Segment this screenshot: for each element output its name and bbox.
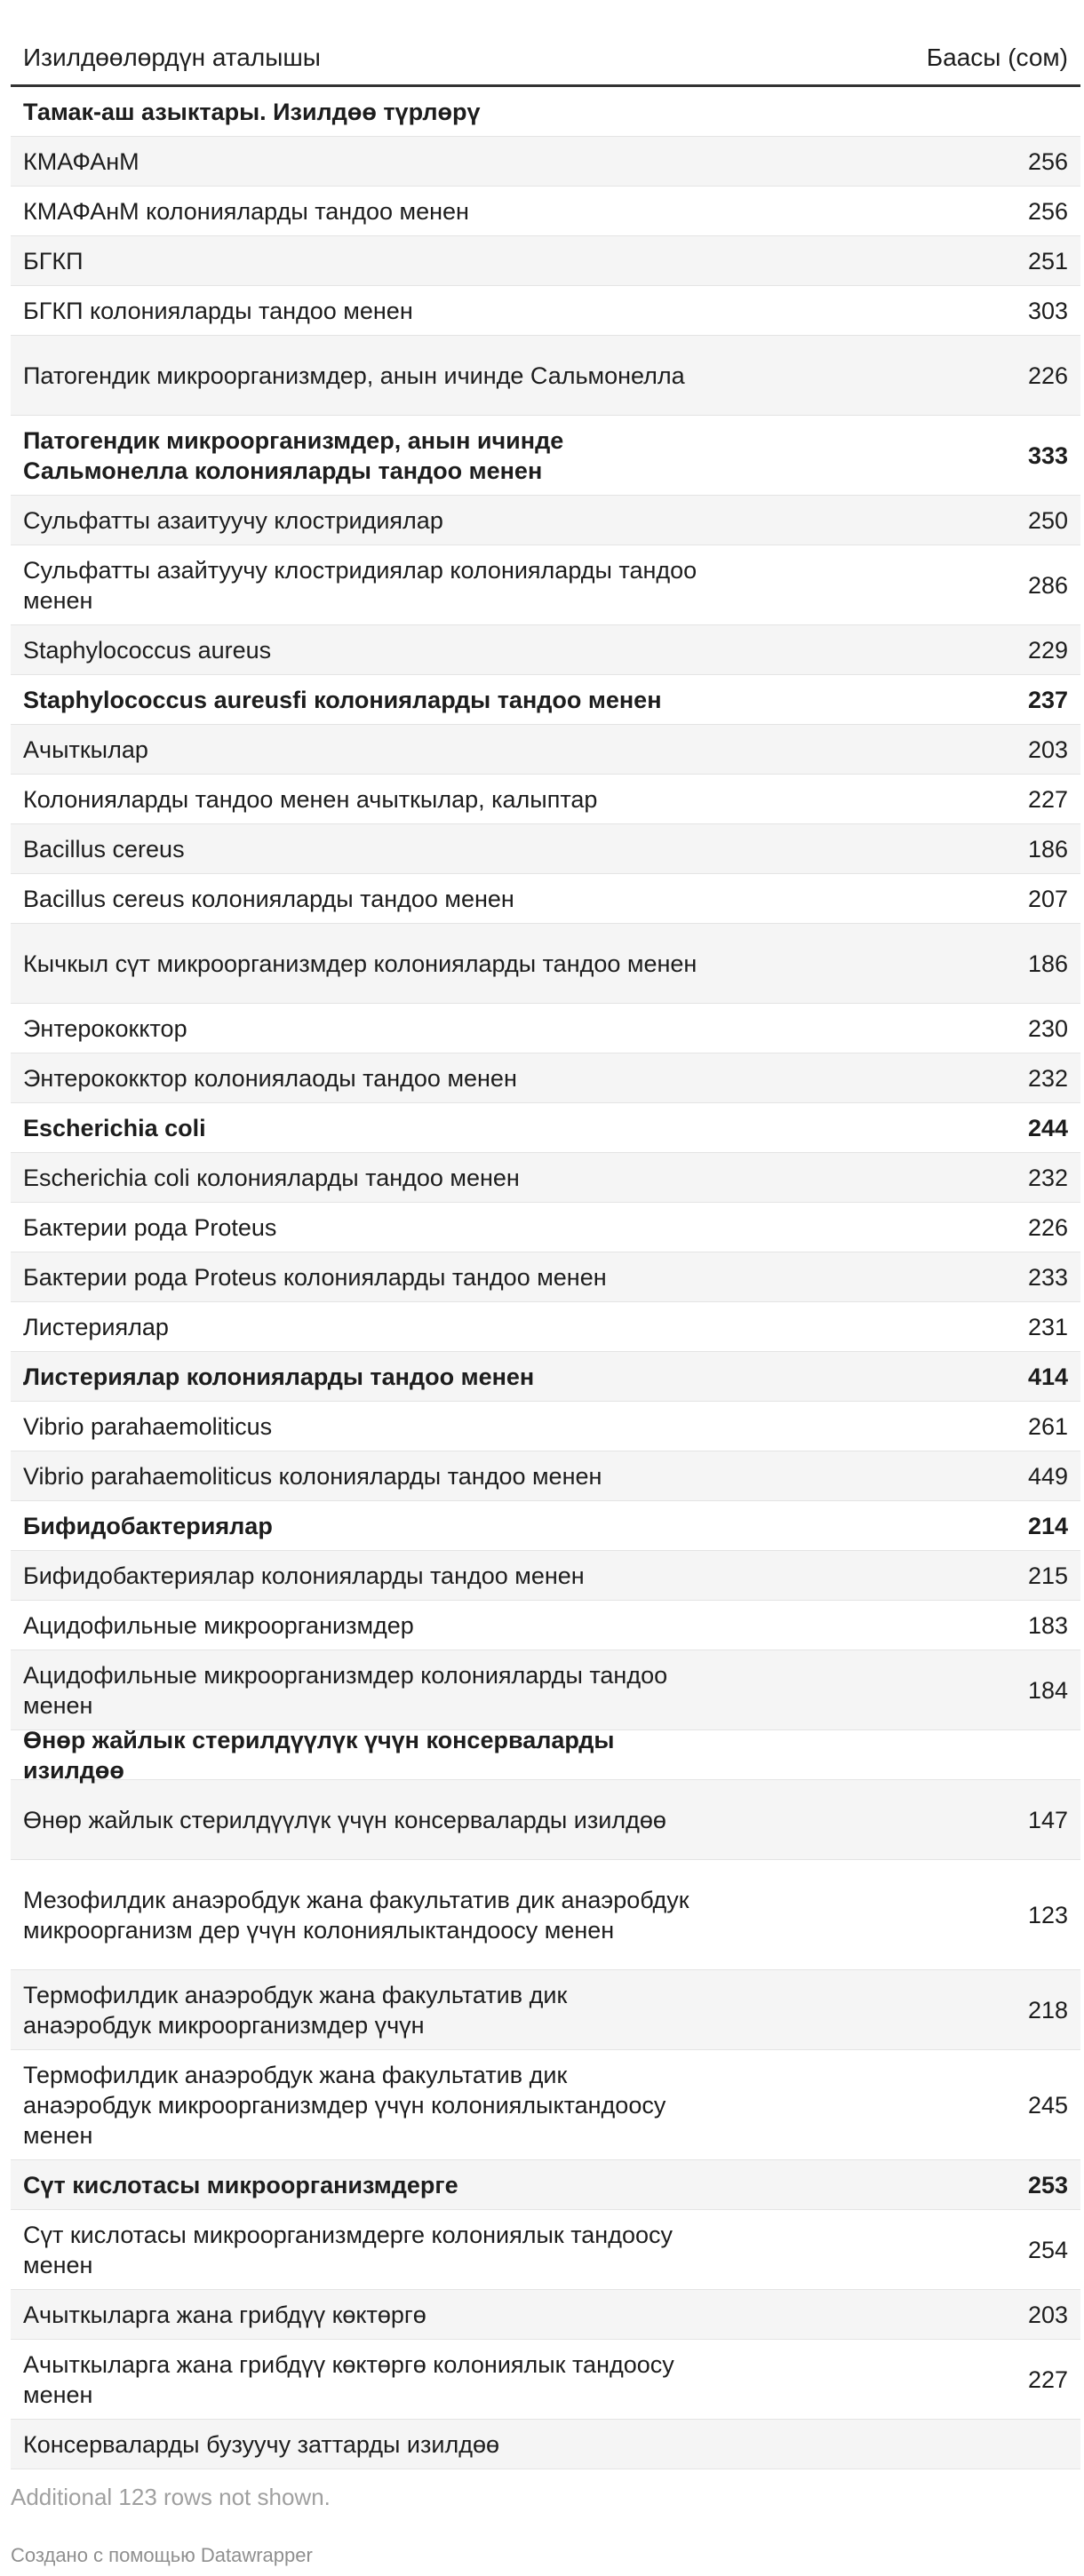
table-row (11, 1860, 1080, 1970)
row-price-cell: 147 (1027, 1806, 1068, 1833)
table-row (11, 137, 1080, 187)
row-price-cell: 227 (1027, 785, 1068, 813)
row-name-cell: Staphylococcus aureus (23, 636, 272, 664)
row-name-cell: КМАФАнМ (23, 147, 139, 175)
datawrapper-credit[interactable]: Создано с помощью Datawrapper (11, 2544, 313, 2566)
row-name-cell: Өнөр жайлык стерилдүүлүк үчүн консерваларды изилдөө (23, 1726, 615, 1784)
table-row (11, 2210, 1080, 2290)
row-price-cell: 449 (1027, 1462, 1068, 1490)
table-row (11, 1451, 1080, 1501)
row-price-cell: 250 (1027, 506, 1068, 534)
row-name-cell: Консерваларды бузуучу заттарды изилдөө (23, 2430, 499, 2458)
row-name-cell: Термофилдик анаэробдук жана факультатив дик анаэробдук микроорганизмдер үчүн колониялыктандоосу менен (23, 2061, 666, 2149)
table-row (11, 2160, 1080, 2210)
row-name-cell: Бактерии рода Proteus колонияларды тандоо менен (23, 1263, 607, 1291)
header-price-column[interactable]: Баасы (сом) (926, 44, 1068, 71)
row-name-cell: Мезофилдик анаэробдук жана факультатив дик анаэробдук микроорганизм дер үчүн колониялыктандоосу менен (23, 1886, 689, 1944)
row-price-cell: 232 (1027, 1164, 1068, 1191)
row-name-cell: Бактерии рода Proteus (23, 1213, 277, 1241)
table-row (11, 775, 1080, 824)
row-name-cell: Сульфатты азаитуучу клостридиялар (23, 506, 443, 534)
row-name-cell: Листериялар (23, 1313, 169, 1340)
row-price-cell: 230 (1027, 1014, 1068, 1042)
row-price-cell: 256 (1027, 147, 1068, 175)
row-name-cell: Патогендик микроорганизмдер, анын ичинде Сальмонелла (23, 362, 685, 389)
row-name-cell: Сүт кислотасы микроорганизмдерге колониялык тандоосу менен (23, 2221, 673, 2278)
header-name-column[interactable]: Изилдөөлөрдүн аталышы (23, 44, 321, 71)
table-row (11, 1004, 1080, 1053)
row-price-cell: 183 (1027, 1611, 1068, 1639)
table-row (11, 1551, 1080, 1601)
row-name-cell: Листериялар колонияларды тандоо менен (23, 1363, 535, 1390)
table-row (11, 416, 1080, 496)
table-row (11, 675, 1080, 725)
table-row (11, 2050, 1080, 2160)
row-name-cell: Кычкыл сүт микроорганизмдер колонияларды тандоо менен (23, 950, 697, 977)
row-name-cell: Ачыткыларга жана грибдүү көктөргө колониялык тандоосу менен (23, 2350, 674, 2408)
table-row (11, 824, 1080, 874)
table-row (11, 924, 1080, 1004)
row-name-cell: БГКП (23, 247, 84, 274)
row-name-cell: Сүт кислотасы микроорганизмдерге (23, 2171, 458, 2198)
table-row (11, 2290, 1080, 2340)
row-name-cell: Тамак-аш азыктары. Изилдөө түрлөрү (23, 98, 481, 125)
row-price-cell: 237 (1027, 686, 1068, 713)
row-name-cell: КМАФАнМ колонияларды тандоо менен (23, 197, 469, 225)
row-name-cell: Патогендик микроорганизмдер, анын ичинде Сальмонелла колонияларды тандоо менен (23, 426, 564, 484)
row-price-cell: 231 (1027, 1313, 1068, 1340)
row-name-cell: Vibrio parahaemoliticus (23, 1412, 273, 1440)
table-row (11, 625, 1080, 675)
table-row (11, 236, 1080, 286)
row-price-cell: 184 (1027, 1676, 1068, 1704)
table-row (11, 725, 1080, 775)
row-price-cell: 232 (1027, 1064, 1068, 1092)
table-row (11, 1053, 1080, 1103)
row-price-cell: 414 (1027, 1363, 1068, 1390)
table-row (11, 1302, 1080, 1352)
table-row (11, 1252, 1080, 1302)
row-price-cell: 229 (1027, 636, 1068, 664)
row-price-cell: 303 (1027, 297, 1068, 324)
table-row (11, 2340, 1080, 2420)
row-name-cell: Колонияларды тандоо менен ачыткылар, калыптар (23, 785, 598, 813)
table-body (11, 87, 1080, 2469)
row-name-cell: Өнөр жайлык стерилдүүлүк үчүн консерваларды изилдөө (23, 1806, 666, 1833)
row-price-cell: 207 (1027, 885, 1068, 912)
table-row (11, 545, 1080, 625)
row-name-cell: Термофилдик анаэробдук жана факультатив дик анаэробдук микроорганизмдер үчүн (23, 1981, 568, 2039)
row-price-cell: 233 (1027, 1263, 1068, 1291)
table-row (11, 1501, 1080, 1551)
row-price-cell: 256 (1027, 197, 1068, 225)
price-table (11, 25, 1080, 2469)
row-price-cell: 286 (1027, 571, 1068, 599)
row-name-cell: Бифидобактериялар колонияларды тандоо менен (23, 1562, 585, 1589)
row-price-cell: 123 (1027, 1901, 1068, 1928)
table-header (11, 25, 1080, 87)
table-row (11, 1970, 1080, 2050)
row-name-cell: Бифидобактериялар (23, 1512, 273, 1539)
rows-not-shown-note: Additional 123 rows not shown. (11, 2484, 331, 2510)
table-row (11, 874, 1080, 924)
row-price-cell: 245 (1027, 2091, 1068, 2119)
row-name-cell: Vibrio parahaemoliticus колонияларды тандоо менен (23, 1462, 602, 1490)
row-price-cell: 218 (1027, 1996, 1068, 2023)
row-price-cell: 214 (1027, 1512, 1068, 1539)
row-price-cell: 186 (1027, 835, 1068, 863)
row-price-cell: 244 (1027, 1114, 1068, 1141)
row-price-cell: 253 (1027, 2171, 1068, 2198)
table-row (11, 1203, 1080, 1252)
table-row (11, 187, 1080, 236)
row-name-cell: Bacillus cereus колонияларды тандоо менен (23, 885, 514, 912)
table-row (11, 1103, 1080, 1153)
row-name-cell: Энтерококктор колониялаоды тандоо менен (23, 1064, 517, 1092)
table-row (11, 1153, 1080, 1203)
table-row (11, 1650, 1080, 1730)
row-name-cell: Ачыткылар (23, 735, 148, 763)
row-price-cell: 203 (1027, 735, 1068, 763)
row-name-cell: Bacillus cereus (23, 835, 185, 863)
table-row (11, 496, 1080, 545)
table-row (11, 1402, 1080, 1451)
row-name-cell: Escherichia coli (23, 1114, 206, 1141)
row-price-cell: 186 (1027, 950, 1068, 977)
row-name-cell: Escherichia coli колонияларды тандоо менен (23, 1164, 520, 1191)
table-row (11, 336, 1080, 416)
table-row (11, 87, 1080, 137)
row-name-cell: Ацидофильные микроорганизмдер колонияларды тандоо менен (23, 1661, 668, 1719)
row-name-cell: Энтерококктор (23, 1014, 187, 1042)
table-row (11, 1352, 1080, 1402)
row-price-cell: 226 (1027, 362, 1068, 389)
table-row (11, 1726, 1080, 1784)
row-price-cell: 215 (1027, 1562, 1068, 1589)
row-price-cell: 333 (1027, 441, 1068, 469)
row-name-cell: Staphylococcus aureusfi колонияларды тандоо менен (23, 686, 662, 713)
table-row (11, 1601, 1080, 1650)
row-name-cell: Ацидофильные микроорганизмдер (23, 1611, 414, 1639)
row-price-cell: 203 (1027, 2301, 1068, 2328)
row-price-cell: 254 (1027, 2236, 1068, 2263)
row-name-cell: БГКП колонияларды тандоо менен (23, 297, 413, 324)
row-name-cell: Сульфатты азайтуучу клостридиялар колонияларды тандоо менен (23, 556, 697, 614)
row-price-cell: 227 (1027, 2365, 1068, 2393)
table-row (11, 2420, 1080, 2469)
table-row (11, 286, 1080, 336)
row-price-cell: 261 (1027, 1412, 1068, 1440)
table-row (11, 1780, 1080, 1860)
row-price-cell: 226 (1027, 1213, 1068, 1241)
row-price-cell: 251 (1027, 247, 1068, 274)
row-name-cell: Ачыткыларга жана грибдүү көктөргө (23, 2301, 426, 2328)
